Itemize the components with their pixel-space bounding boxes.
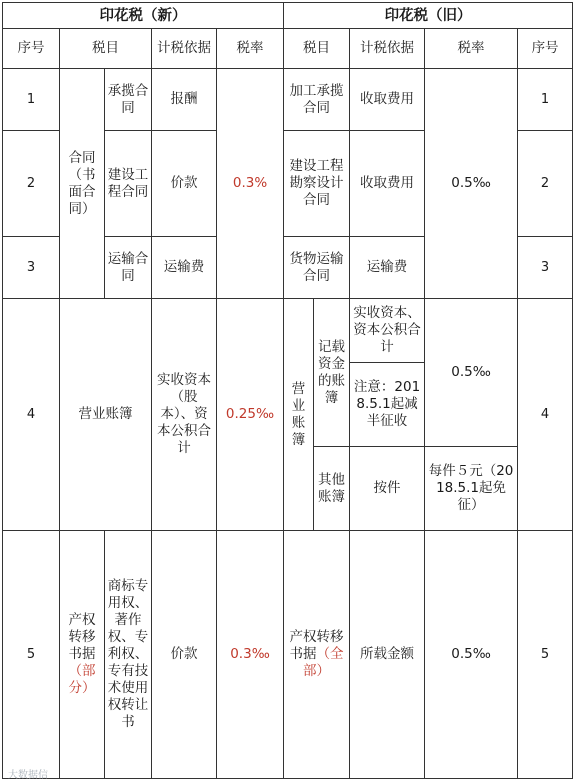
row4-seq-new: 4 xyxy=(3,299,60,531)
row3-new-basis: 运输费 xyxy=(152,237,217,299)
row2-seq-new: 2 xyxy=(3,131,60,237)
row5-old-basis: 所载金额 xyxy=(350,531,425,779)
stamp-tax-comparison-table xyxy=(2,2,573,779)
row5-seq-new: 5 xyxy=(3,531,60,779)
header-item-new: 税目 xyxy=(60,29,152,69)
row4-old-sub-other-ledger: 其他账簿 xyxy=(314,447,350,531)
row5-old-item-all: （全部） xyxy=(303,646,344,679)
header-item-old: 税目 xyxy=(284,29,350,69)
row2-seq-old: 2 xyxy=(518,131,573,237)
watermark-logo: 大数据信 xyxy=(8,770,48,781)
header-basis-new: 计税依据 xyxy=(152,29,217,69)
row5-new-basis: 价款 xyxy=(152,531,217,779)
row2-old-basis: 收取费用 xyxy=(350,131,425,237)
row2-new-item: 建设工程合同 xyxy=(105,131,152,237)
row1-new-item: 承揽合同 xyxy=(105,69,152,131)
header-seq-old: 序号 xyxy=(518,29,573,69)
row4-old-basis-other: 按件 xyxy=(350,447,425,531)
header-basis-old: 计税依据 xyxy=(350,29,425,69)
row3-old-item: 货物运输合同 xyxy=(284,237,350,299)
row1-old-basis: 收取费用 xyxy=(350,69,425,131)
row5-new-item-partial: （部分） xyxy=(68,663,96,696)
row1-seq-old: 1 xyxy=(518,69,573,131)
row3-seq-new: 3 xyxy=(3,237,60,299)
row5-old-item-main: 产权转移书据 xyxy=(289,629,344,662)
contract-group-label: 合同（书面合同） xyxy=(60,69,105,299)
contract-new-rate: 0.3% xyxy=(217,69,284,299)
row4-old-note: 注意：2018.5.1起减半征收 xyxy=(350,363,425,447)
row4-old-rate-capital: 0.5‰ xyxy=(425,299,518,447)
header-seq-new: 序号 xyxy=(3,29,60,69)
row4-seq-old: 4 xyxy=(518,299,573,531)
row5-new-item-main: 产权转移书据 xyxy=(68,612,96,662)
row5-old-item xyxy=(284,531,350,779)
row5-new-item xyxy=(60,531,105,779)
row1-seq-new: 1 xyxy=(3,69,60,131)
row5-new-detail: 商标专用权、著作权、专利权、专有技术使用权转让书 xyxy=(105,531,152,779)
row4-new-basis: 实收资本（股本）、资本公积合计 xyxy=(152,299,217,531)
row4-old-basis-capital: 实收资本、资本公积合计 xyxy=(350,299,425,363)
row1-old-item: 加工承揽合同 xyxy=(284,69,350,131)
row1-new-basis: 报酬 xyxy=(152,69,217,131)
row3-old-basis: 运输费 xyxy=(350,237,425,299)
row4-old-sub-capital-ledger: 记载资金的账簿 xyxy=(314,299,350,447)
row5-old-rate: 0.5‰ xyxy=(425,531,518,779)
row4-old-rate-other: 每件５元（2018.5.1起免征） xyxy=(425,447,518,531)
row3-new-item: 运输合同 xyxy=(105,237,152,299)
row2-old-item: 建设工程勘察设计合同 xyxy=(284,131,350,237)
new-tax-title: 印花税（新） xyxy=(3,3,284,29)
header-rate-old: 税率 xyxy=(425,29,518,69)
row5-new-rate: 0.3‰ xyxy=(217,531,284,779)
header-rate-new: 税率 xyxy=(217,29,284,69)
row3-seq-old: 3 xyxy=(518,237,573,299)
row2-new-basis: 价款 xyxy=(152,131,217,237)
contract-old-rate: 0.5‰ xyxy=(425,69,518,299)
row4-new-rate: 0.25‰ xyxy=(217,299,284,531)
old-tax-title: 印花税（旧） xyxy=(284,3,573,29)
row4-old-group: 营业账簿 xyxy=(284,299,314,531)
row4-new-item: 营业账簿 xyxy=(60,299,152,531)
row5-seq-old: 5 xyxy=(518,531,573,779)
